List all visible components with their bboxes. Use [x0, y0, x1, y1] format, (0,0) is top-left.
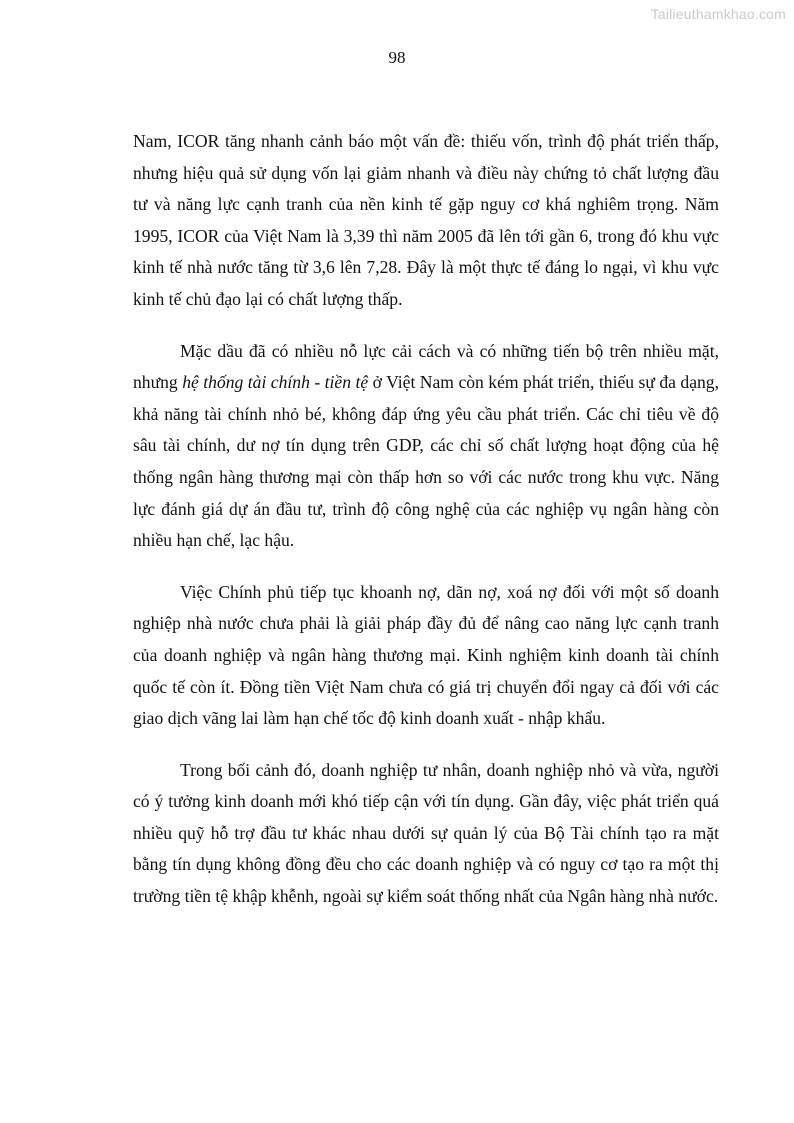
document-body	[133, 126, 719, 933]
paragraph-2-emphasis: hệ thống tài chính - tiền tệ	[182, 372, 369, 393]
paragraph-2-rest: ở Việt Nam còn kém phát triển, thiếu sự đa dạng, khả năng tài chính nhỏ bé, không đáp ứng yêu cầu phát triển. Các chỉ tiêu về độ sâu tài chính, dư nợ tín dụng trên GDP, các chỉ số chất lượng hoạt động của hệ thống ngân hàng thương mại còn thấp hơn so với các nước trong khu vực. Năng lực đánh giá dự án đầu tư, trình độ công nghệ của các nghiệp vụ ngân hàng còn nhiều hạn chế, lạc hậu.	[133, 372, 720, 551]
paragraph-2-lead: Mặc dầu đã có nhiều nỗ lực cải cách và có những tiến bộ trên nhiều mặt, nhưng	[133, 340, 719, 393]
paragraph-4: Trong bối cảnh đó, doanh nghiệp tư nhân, doanh nghiệp nhỏ và vừa, người có ý tưởng kinh doanh mới khó tiếp cận với tín dụng. Gần đây, việc phát triển quá nhiều quỹ hỗ trợ đầu tư khác nhau dưới sự quản lý của Bộ Tài chính tạo ra mặt bằng tín dụng không đồng đều cho các doanh nghiệp và có nguy cơ tạo ra một thị trường tiền tệ khập khễnh, ngoài sự kiểm soát thống nhất của Ngân hàng nhà nước.	[133, 759, 719, 907]
paragraph-1: Nam, ICOR tăng nhanh cảnh báo một vấn đề: thiếu vốn, trình độ phát triển thấp, nhưng hiệu quả sử dụng vốn lại giảm nhanh và điều này chứng tỏ chất lượng đầu tư và năng lực cạnh tranh của nền kinh tế gặp nguy cơ khá nghiêm trọng. Năm 1995, ICOR của Việt Nam là 3,39 thì năm 2005 đã lên tới gần 6, trong đó khu vực kinh tế nhà nước tăng từ 3,6 lên 7,28. Đây là một thực tế đáng lo ngại, vì khu vực kinh tế chủ đạo lại có chất lượng thấp.	[133, 131, 719, 309]
paragraph-3: Việc Chính phủ tiếp tục khoanh nợ, dãn nợ, xoá nợ đối với một số doanh nghiệp nhà nước chưa phải là giải pháp đầy đủ để nâng cao năng lực cạnh tranh của doanh nghiệp và ngân hàng thương mại. Kinh nghiệm kinh doanh tài chính quốc tế còn ít. Đồng tiền Việt Nam chưa có giá trị chuyển đổi ngay cả đối với các giao dịch vãng lai làm hạn chế tốc độ kinh doanh xuất - nhập khẩu.	[133, 581, 719, 729]
page-number: 98	[388, 48, 406, 67]
watermark: Tailieuthamkhao.com	[650, 6, 786, 22]
paragraph-2	[133, 336, 719, 557]
